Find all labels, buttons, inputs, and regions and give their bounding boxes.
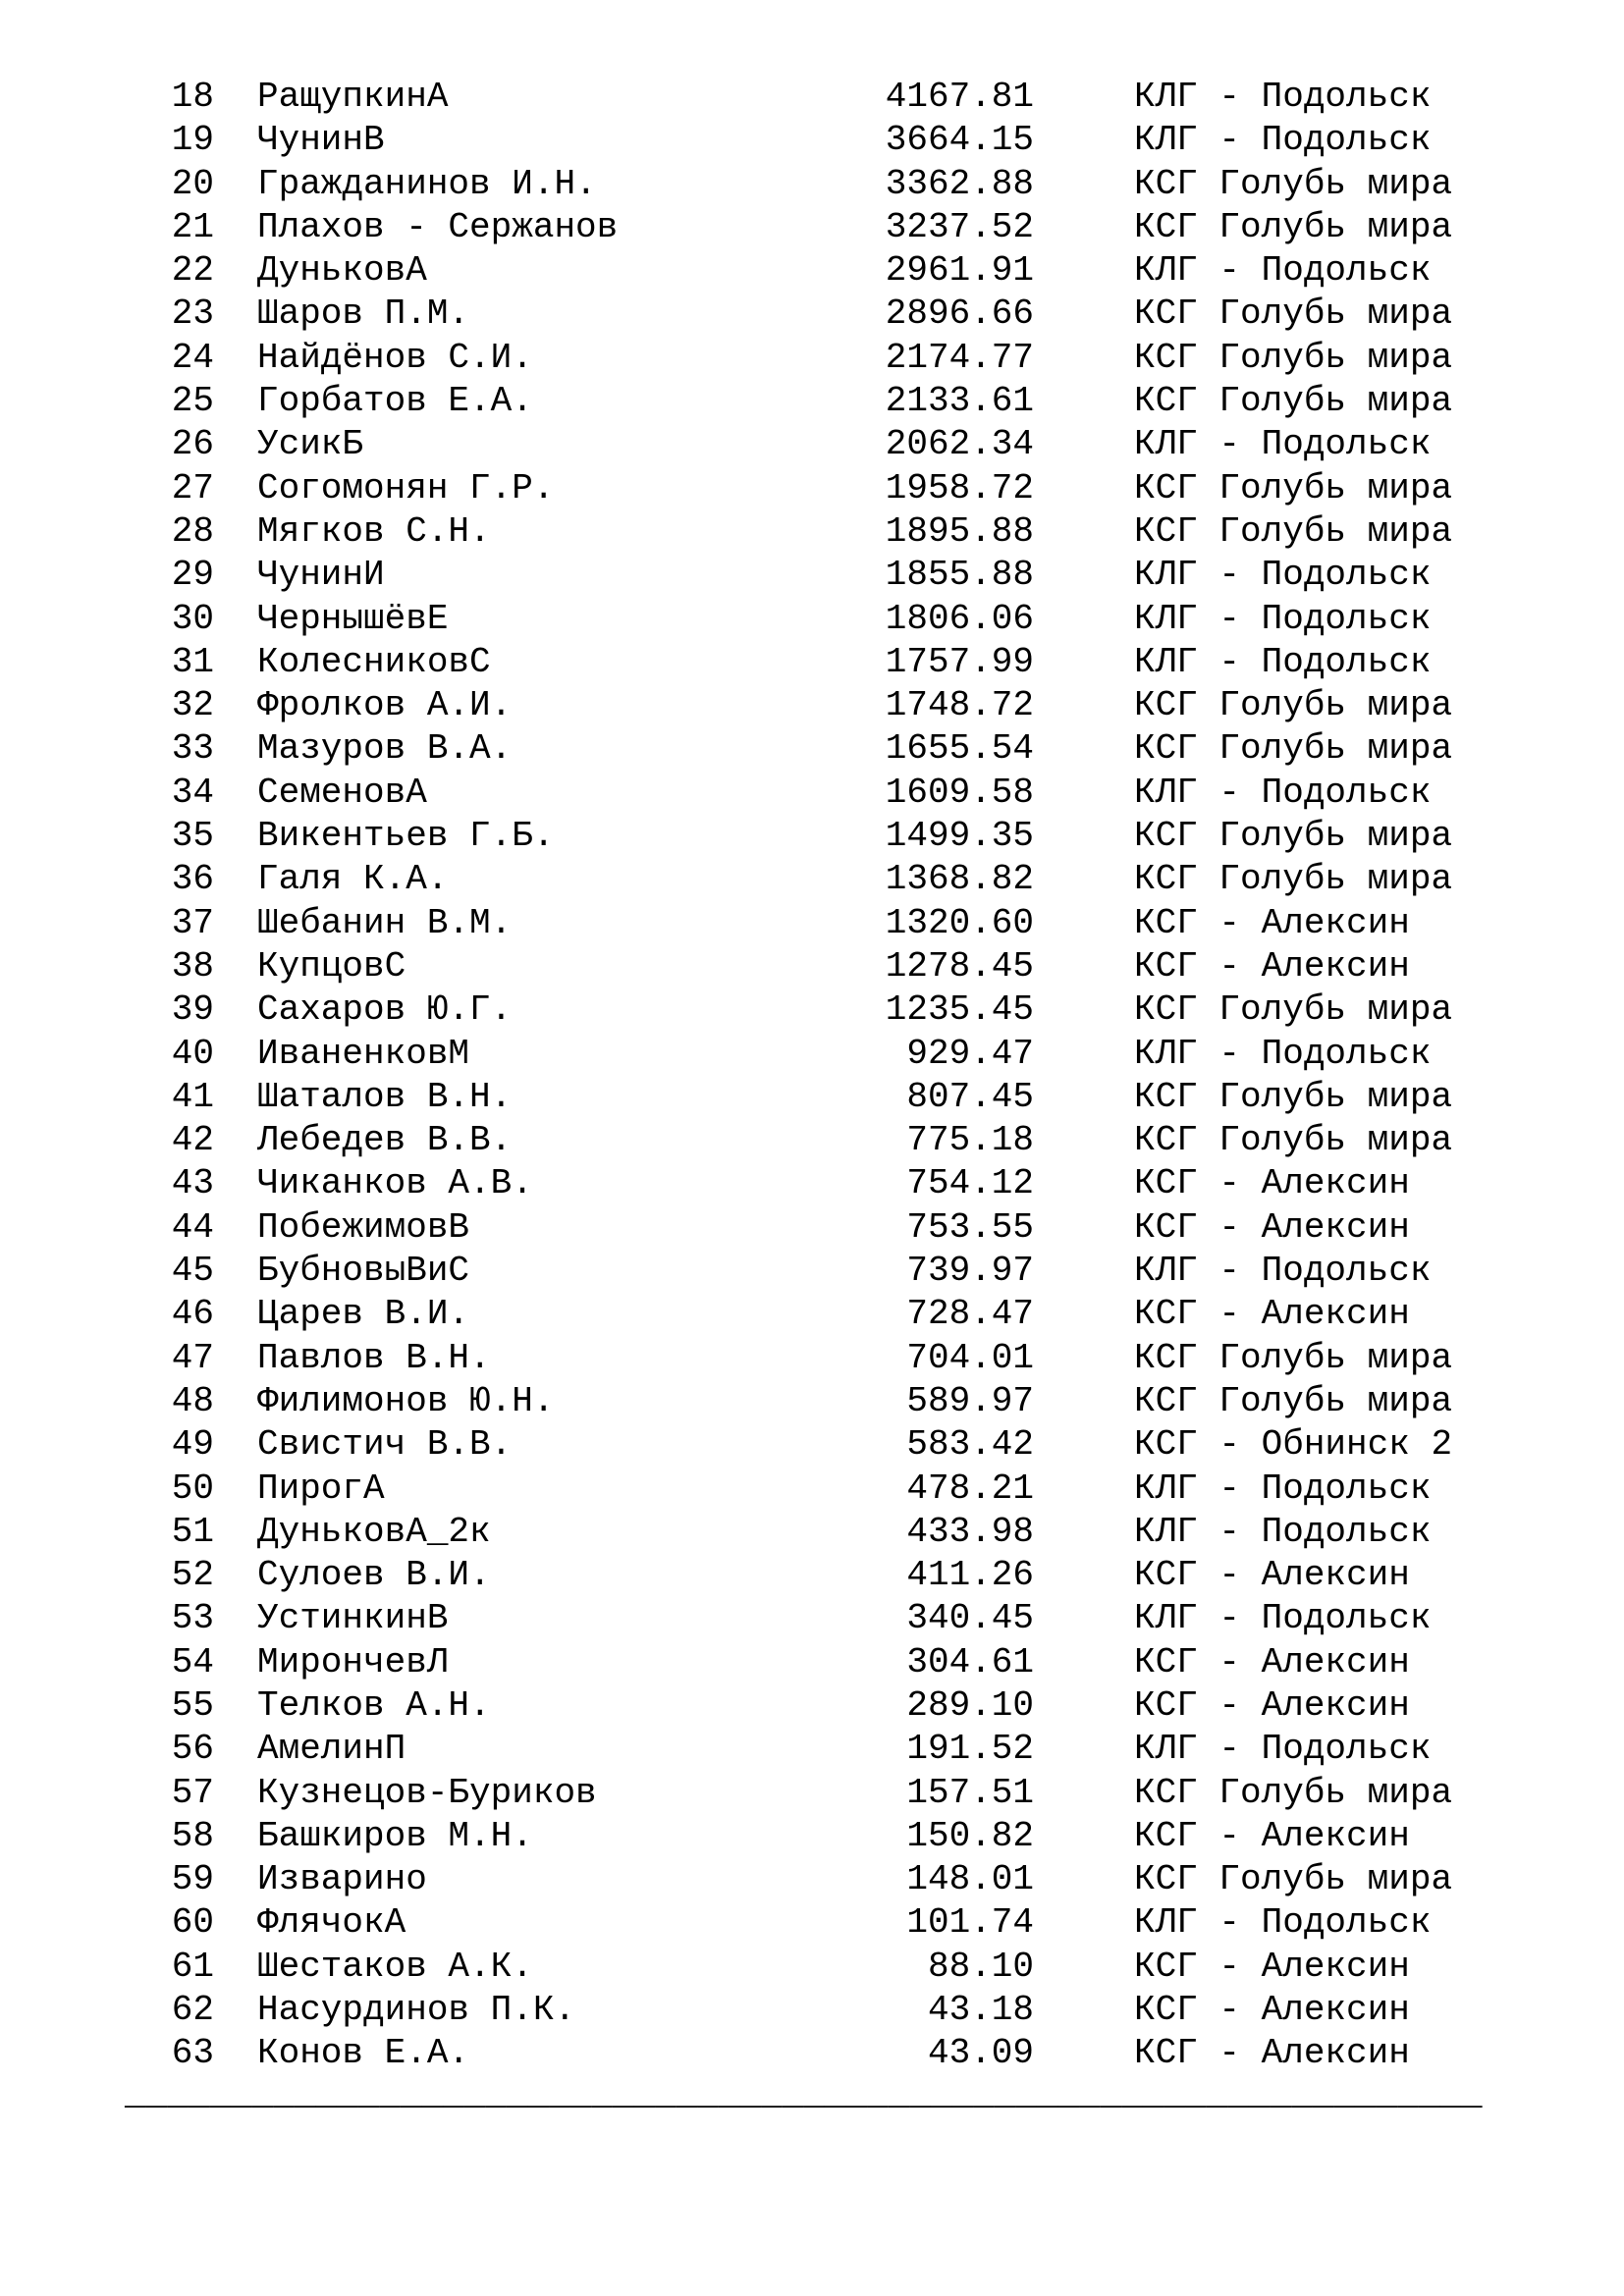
score-cell: 1895.88 bbox=[885, 510, 1034, 552]
club-cell: КСГ - Алексин bbox=[1134, 1163, 1410, 1204]
result-row bbox=[0, 1076, 1624, 1119]
result-row bbox=[0, 1597, 1624, 1640]
rank-cell: 19 bbox=[171, 120, 214, 161]
result-row bbox=[0, 163, 1624, 206]
rank-cell: 18 bbox=[171, 77, 214, 117]
result-row bbox=[0, 1989, 1624, 2032]
score-cell: 1235.45 bbox=[885, 989, 1034, 1031]
name-cell: Галя К.А. bbox=[257, 859, 449, 900]
rank-cell: 22 bbox=[171, 250, 214, 292]
score-cell: 289.10 bbox=[906, 1684, 1034, 1726]
score-cell: 1748.72 bbox=[885, 685, 1034, 726]
club-cell: КСГ Голубь мира bbox=[1134, 1076, 1453, 1117]
score-cell: 583.42 bbox=[906, 1424, 1034, 1466]
score-cell: 807.45 bbox=[906, 1076, 1034, 1117]
name-cell: Шестаков А.К. bbox=[257, 1946, 533, 1987]
rank-cell: 42 bbox=[171, 1120, 214, 1161]
rank-cell: 32 bbox=[171, 685, 214, 726]
club-cell: КСГ - Алексин bbox=[1134, 1555, 1410, 1596]
club-cell: КЛГ - Подольск bbox=[1134, 1033, 1432, 1074]
name-cell: Сулоев В.И. bbox=[257, 1555, 491, 1596]
rank-cell: 56 bbox=[171, 1729, 214, 1770]
name-cell: ДуньковА bbox=[257, 250, 427, 292]
score-cell: 775.18 bbox=[906, 1120, 1034, 1161]
name-cell: Чиканков А.В. bbox=[257, 1163, 533, 1204]
rank-cell: 55 bbox=[171, 1684, 214, 1726]
club-cell: КСГ Голубь мира bbox=[1134, 337, 1453, 378]
rank-cell: 33 bbox=[171, 728, 214, 770]
score-cell: 589.97 bbox=[906, 1380, 1034, 1421]
score-cell: 2961.91 bbox=[885, 250, 1034, 292]
score-cell: 929.47 bbox=[906, 1033, 1034, 1074]
score-cell: 433.98 bbox=[906, 1511, 1034, 1552]
rank-cell: 21 bbox=[171, 206, 214, 247]
name-cell: ПобежимовВ bbox=[257, 1206, 470, 1248]
name-cell: ДуньковА_2к bbox=[257, 1511, 491, 1552]
result-row bbox=[0, 772, 1624, 815]
name-cell: Найдёнов С.И. bbox=[257, 337, 533, 378]
result-row bbox=[0, 554, 1624, 597]
score-cell: 1499.35 bbox=[885, 816, 1034, 857]
club-cell: КСГ Голубь мира bbox=[1134, 294, 1453, 335]
result-row bbox=[0, 337, 1624, 380]
club-cell: КСГ Голубь мира bbox=[1134, 816, 1453, 857]
rank-cell: 63 bbox=[171, 2033, 214, 2074]
result-row bbox=[0, 1033, 1624, 1076]
name-cell: Согомонян Г.Р. bbox=[257, 467, 555, 508]
score-cell: 3664.15 bbox=[885, 120, 1034, 161]
separator-line: ________________________________________________________________ bbox=[125, 2074, 1483, 2114]
result-row bbox=[0, 684, 1624, 727]
name-cell: Телков А.Н. bbox=[257, 1684, 491, 1726]
result-row bbox=[0, 1554, 1624, 1597]
result-row bbox=[0, 945, 1624, 988]
result-row bbox=[0, 902, 1624, 945]
rank-cell: 61 bbox=[171, 1946, 214, 1987]
club-cell: КСГ Голубь мира bbox=[1134, 989, 1453, 1031]
rank-cell: 48 bbox=[171, 1380, 214, 1421]
result-row bbox=[0, 1641, 1624, 1684]
club-cell: КЛГ - Подольск bbox=[1134, 120, 1432, 161]
score-cell: 478.21 bbox=[906, 1468, 1034, 1509]
result-row bbox=[0, 1206, 1624, 1250]
club-cell: КСГ Голубь мира bbox=[1134, 467, 1453, 508]
rank-cell: 28 bbox=[171, 510, 214, 552]
rank-cell: 25 bbox=[171, 381, 214, 422]
name-cell: АмелинП bbox=[257, 1729, 406, 1770]
score-cell: 43.18 bbox=[927, 1990, 1034, 2031]
name-cell: Мягков С.Н. bbox=[257, 510, 491, 552]
club-cell: КСГ - Обнинск 2 bbox=[1134, 1424, 1453, 1466]
name-cell: ИваненковМ bbox=[257, 1033, 470, 1074]
name-cell: ЧунинИ bbox=[257, 555, 385, 596]
club-cell: КСГ - Алексин bbox=[1134, 945, 1410, 987]
rank-cell: 30 bbox=[171, 598, 214, 639]
rank-cell: 45 bbox=[171, 1251, 214, 1292]
name-cell: Шебанин В.М. bbox=[257, 902, 513, 943]
result-row bbox=[0, 1119, 1624, 1162]
club-cell: КСГ - Алексин bbox=[1134, 902, 1410, 943]
score-cell: 1757.99 bbox=[885, 641, 1034, 682]
score-cell: 1278.45 bbox=[885, 945, 1034, 987]
rank-cell: 52 bbox=[171, 1555, 214, 1596]
rank-cell: 54 bbox=[171, 1641, 214, 1682]
club-cell: КЛГ - Подольск bbox=[1134, 1729, 1432, 1770]
name-cell: Гражданинов И.Н. bbox=[257, 163, 597, 204]
name-cell: МирончевЛ bbox=[257, 1641, 449, 1682]
result-row bbox=[0, 988, 1624, 1032]
result-row bbox=[0, 641, 1624, 684]
name-cell: ЧунинВ bbox=[257, 120, 385, 161]
rank-cell: 53 bbox=[171, 1598, 214, 1639]
score-cell: 4167.81 bbox=[885, 77, 1034, 117]
score-cell: 304.61 bbox=[906, 1641, 1034, 1682]
result-row bbox=[0, 858, 1624, 901]
score-cell: 1320.60 bbox=[885, 902, 1034, 943]
rank-cell: 49 bbox=[171, 1424, 214, 1466]
result-row bbox=[0, 2032, 1624, 2075]
club-cell: КЛГ - Подольск bbox=[1134, 1902, 1432, 1944]
result-row bbox=[0, 1337, 1624, 1380]
rank-cell: 34 bbox=[171, 772, 214, 813]
club-cell: КЛГ - Подольск bbox=[1134, 555, 1432, 596]
result-row bbox=[0, 1684, 1624, 1728]
name-cell: Плахов - Сержанов bbox=[257, 206, 619, 247]
club-cell: КСГ Голубь мира bbox=[1134, 859, 1453, 900]
rank-cell: 31 bbox=[171, 641, 214, 682]
club-cell: КСГ Голубь мира bbox=[1134, 685, 1453, 726]
name-cell: Сахаров Ю.Г. bbox=[257, 989, 513, 1031]
score-cell: 88.10 bbox=[927, 1946, 1034, 1987]
score-cell: 411.26 bbox=[906, 1555, 1034, 1596]
name-cell: Шаталов В.Н. bbox=[257, 1076, 513, 1117]
name-cell: Горбатов Е.А. bbox=[257, 381, 533, 422]
score-cell: 753.55 bbox=[906, 1206, 1034, 1248]
score-cell: 101.74 bbox=[906, 1902, 1034, 1944]
name-cell: БубновыВиС bbox=[257, 1251, 470, 1292]
result-row bbox=[0, 1423, 1624, 1467]
score-cell: 150.82 bbox=[906, 1815, 1034, 1856]
club-cell: КСГ Голубь мира bbox=[1134, 1337, 1453, 1378]
results-list bbox=[0, 76, 1624, 2076]
name-cell: Лебедев В.В. bbox=[257, 1120, 513, 1161]
rank-cell: 26 bbox=[171, 424, 214, 465]
club-cell: КСГ Голубь мира bbox=[1134, 381, 1453, 422]
score-cell: 1609.58 bbox=[885, 772, 1034, 813]
name-cell: Конов Е.А. bbox=[257, 2033, 470, 2074]
name-cell: ПирогА bbox=[257, 1468, 385, 1509]
result-row bbox=[0, 727, 1624, 771]
club-cell: КСГ - Алексин bbox=[1134, 1206, 1410, 1248]
score-cell: 1655.54 bbox=[885, 728, 1034, 770]
rank-cell: 38 bbox=[171, 945, 214, 987]
result-row bbox=[0, 249, 1624, 293]
club-cell: КЛГ - Подольск bbox=[1134, 250, 1432, 292]
name-cell: Викентьев Г.Б. bbox=[257, 816, 555, 857]
name-cell: Филимонов Ю.Н. bbox=[257, 1380, 555, 1421]
name-cell: Изварино bbox=[257, 1859, 427, 1900]
score-cell: 340.45 bbox=[906, 1598, 1034, 1639]
result-row bbox=[0, 1901, 1624, 1945]
name-cell: Шаров П.М. bbox=[257, 294, 470, 335]
result-row bbox=[0, 1728, 1624, 1771]
name-cell: Фролков А.И. bbox=[257, 685, 513, 726]
club-cell: КЛГ - Подольск bbox=[1134, 772, 1432, 813]
score-cell: 2062.34 bbox=[885, 424, 1034, 465]
rank-cell: 59 bbox=[171, 1859, 214, 1900]
club-cell: КЛГ - Подольск bbox=[1134, 1511, 1432, 1552]
result-row bbox=[0, 206, 1624, 249]
rank-cell: 41 bbox=[171, 1076, 214, 1117]
name-cell: РащупкинА bbox=[257, 77, 449, 117]
result-row bbox=[0, 1250, 1624, 1293]
name-cell: Насурдинов П.К. bbox=[257, 1990, 576, 2031]
score-cell: 704.01 bbox=[906, 1337, 1034, 1378]
club-cell: КСГ Голубь мира bbox=[1134, 163, 1453, 204]
result-row bbox=[0, 1511, 1624, 1554]
name-cell: Мазуров В.А. bbox=[257, 728, 513, 770]
score-cell: 191.52 bbox=[906, 1729, 1034, 1770]
club-cell: КСГ - Алексин bbox=[1134, 1684, 1410, 1726]
name-cell: КолесниковС bbox=[257, 641, 491, 682]
club-cell: КСГ Голубь мира bbox=[1134, 510, 1453, 552]
result-row bbox=[0, 76, 1624, 119]
score-cell: 2174.77 bbox=[885, 337, 1034, 378]
club-cell: КСГ - Алексин bbox=[1134, 1815, 1410, 1856]
result-row bbox=[0, 1772, 1624, 1815]
club-cell: КСГ Голубь мира bbox=[1134, 1380, 1453, 1421]
rank-cell: 29 bbox=[171, 555, 214, 596]
club-cell: КСГ Голубь мира bbox=[1134, 1772, 1453, 1813]
rank-cell: 40 bbox=[171, 1033, 214, 1074]
club-cell: КСГ Голубь мира bbox=[1134, 1120, 1453, 1161]
score-cell: 148.01 bbox=[906, 1859, 1034, 1900]
rank-cell: 24 bbox=[171, 337, 214, 378]
rank-cell: 60 bbox=[171, 1902, 214, 1944]
result-row bbox=[0, 1380, 1624, 1423]
result-row bbox=[0, 1293, 1624, 1336]
name-cell: Павлов В.Н. bbox=[257, 1337, 491, 1378]
club-cell: КЛГ - Подольск bbox=[1134, 77, 1432, 117]
club-cell: КЛГ - Подольск bbox=[1134, 424, 1432, 465]
club-cell: КСГ Голубь мира bbox=[1134, 206, 1453, 247]
club-cell: КЛГ - Подольск bbox=[1134, 1468, 1432, 1509]
club-cell: КЛГ - Подольск bbox=[1134, 641, 1432, 682]
rank-cell: 27 bbox=[171, 467, 214, 508]
rank-cell: 47 bbox=[171, 1337, 214, 1378]
rank-cell: 23 bbox=[171, 294, 214, 335]
club-cell: КСГ - Алексин bbox=[1134, 1641, 1410, 1682]
club-cell: КСГ Голубь мира bbox=[1134, 1859, 1453, 1900]
result-row bbox=[0, 380, 1624, 423]
rank-cell: 62 bbox=[171, 1990, 214, 2031]
result-row bbox=[0, 1815, 1624, 1858]
result-row bbox=[0, 1858, 1624, 1901]
result-row bbox=[0, 1162, 1624, 1205]
name-cell: УсикБ bbox=[257, 424, 364, 465]
score-cell: 739.97 bbox=[906, 1251, 1034, 1292]
rank-cell: 58 bbox=[171, 1815, 214, 1856]
club-cell: КСГ - Алексин bbox=[1134, 1294, 1410, 1335]
result-row bbox=[0, 1468, 1624, 1511]
result-row bbox=[0, 1946, 1624, 1989]
score-cell: 43.09 bbox=[927, 2033, 1034, 2074]
score-cell: 3237.52 bbox=[885, 206, 1034, 247]
rank-cell: 35 bbox=[171, 816, 214, 857]
club-cell: КЛГ - Подольск bbox=[1134, 1251, 1432, 1292]
result-row bbox=[0, 815, 1624, 858]
score-cell: 1806.06 bbox=[885, 598, 1034, 639]
name-cell: УстинкинВ bbox=[257, 1598, 449, 1639]
score-cell: 754.12 bbox=[906, 1163, 1034, 1204]
name-cell: Башкиров М.Н. bbox=[257, 1815, 533, 1856]
rank-cell: 46 bbox=[171, 1294, 214, 1335]
rank-cell: 36 bbox=[171, 859, 214, 900]
rank-cell: 44 bbox=[171, 1206, 214, 1248]
score-cell: 157.51 bbox=[906, 1772, 1034, 1813]
club-cell: КЛГ - Подольск bbox=[1134, 1598, 1432, 1639]
score-cell: 728.47 bbox=[906, 1294, 1034, 1335]
score-cell: 1855.88 bbox=[885, 555, 1034, 596]
name-cell: КупцовС bbox=[257, 945, 406, 987]
score-cell: 1958.72 bbox=[885, 467, 1034, 508]
name-cell: ЧернышёвЕ bbox=[257, 598, 449, 639]
name-cell: Кузнецов-Буриков bbox=[257, 1772, 597, 1813]
rank-cell: 57 bbox=[171, 1772, 214, 1813]
rank-cell: 51 bbox=[171, 1511, 214, 1552]
result-row bbox=[0, 119, 1624, 162]
name-cell: Свистич В.В. bbox=[257, 1424, 513, 1466]
result-row bbox=[0, 598, 1624, 641]
club-cell: КСГ - Алексин bbox=[1134, 1946, 1410, 1987]
rank-cell: 50 bbox=[171, 1468, 214, 1509]
score-cell: 3362.88 bbox=[885, 163, 1034, 204]
name-cell: СеменовА bbox=[257, 772, 427, 813]
score-cell: 1368.82 bbox=[885, 859, 1034, 900]
rank-cell: 43 bbox=[171, 1163, 214, 1204]
name-cell: Царев В.И. bbox=[257, 1294, 470, 1335]
club-cell: КСГ - Алексин bbox=[1134, 1990, 1410, 2031]
club-cell: КЛГ - Подольск bbox=[1134, 598, 1432, 639]
rank-cell: 39 bbox=[171, 989, 214, 1031]
club-cell: КСГ Голубь мира bbox=[1134, 728, 1453, 770]
club-cell: КСГ - Алексин bbox=[1134, 2033, 1410, 2074]
result-row bbox=[0, 293, 1624, 336]
score-cell: 2133.61 bbox=[885, 381, 1034, 422]
rank-cell: 37 bbox=[171, 902, 214, 943]
result-row bbox=[0, 510, 1624, 554]
result-row bbox=[0, 467, 1624, 510]
result-row bbox=[0, 423, 1624, 466]
rank-cell: 20 bbox=[171, 163, 214, 204]
name-cell: ФлячокА bbox=[257, 1902, 406, 1944]
score-cell: 2896.66 bbox=[885, 294, 1034, 335]
